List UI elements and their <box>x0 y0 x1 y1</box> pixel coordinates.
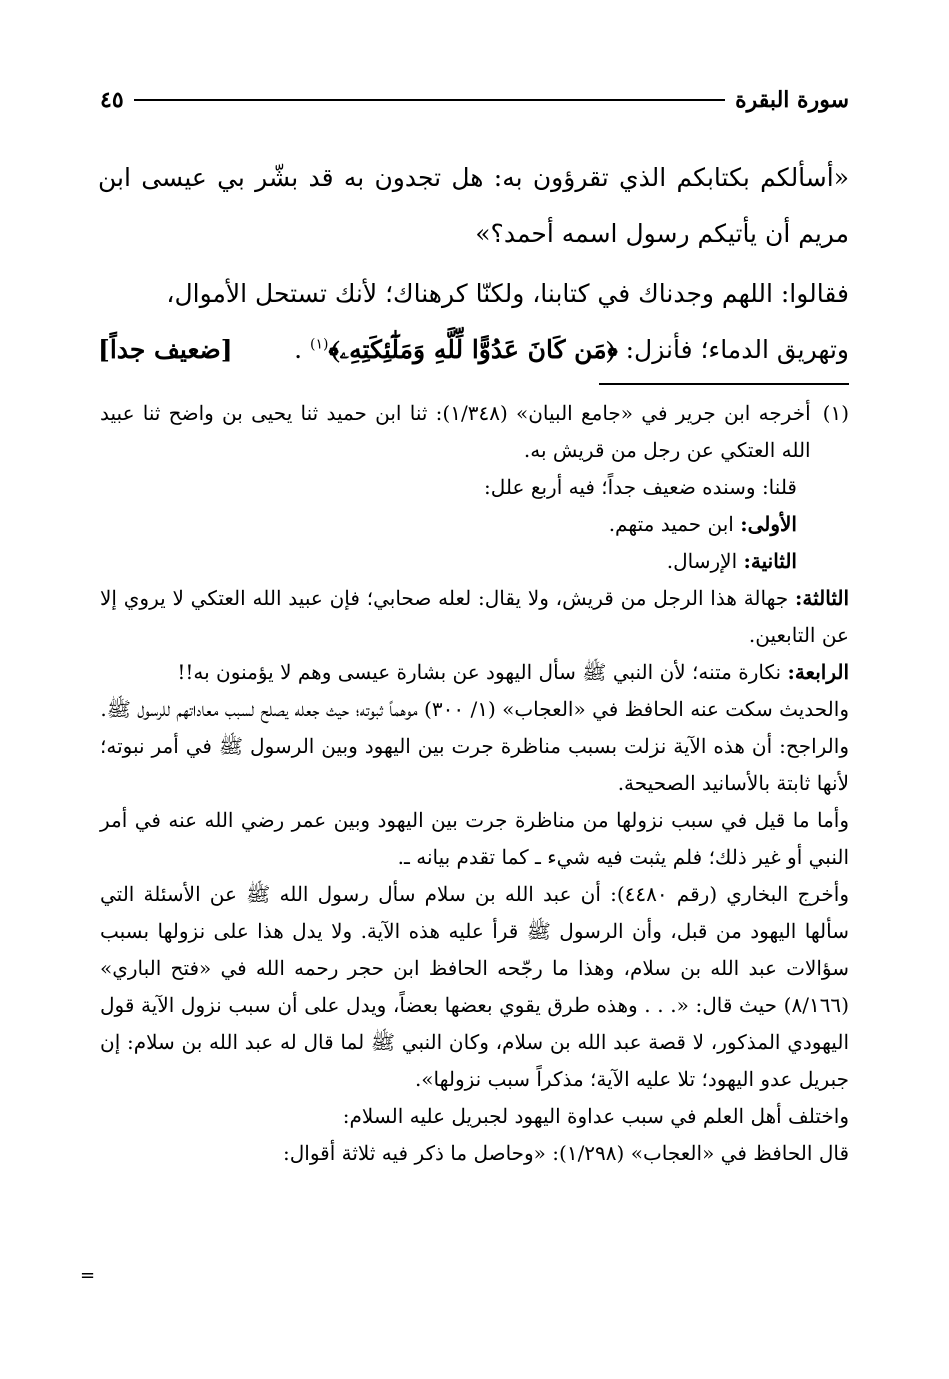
footnote-qulna: قلنا: وسنده ضعيف جداً؛ فيه أربع علل: <box>484 475 797 499</box>
verse-intro: وتهريق الدماء؛ فأنزل: <box>617 335 849 364</box>
footnote-number: (١) <box>822 401 849 425</box>
footnote-rajih-paragraph: والراجح: أن هذه الآية نزلت بسبب مناظرة جرت بين اليهود وبين الرسول ﷺ في أمر نبوته؛ لأنها ثابتة بالأسانيد الصحيحة. <box>100 734 849 795</box>
footnote-hadith-paragraph: والحديث سكت عنه الحافظ في «العجاب» (١/ ٣٠٠) موهماً ثبوته؛ حيث جعله يصلح لسبب معاداتهم للرسول ﷺ. <box>100 697 849 721</box>
footnote-bukhari-paragraph: وأخرج البخاري (رقم ٤٤٨٠): أن عبد الله بن سلام سأل رسول الله ﷺ عن الأسئلة التي سألها اليهود من قبل، وأن الرسول ﷺ قرأ عليه هذه الآية. ولا يدل هذا على نزولها بسبب سؤالات عبد الله بن سلام، وهذا ما رجّحه الحافظ ابن حجر رحمه الله في «فتح الباري» (٨/١٦٦) حيث قال: «. . . وهذه طرق يقوي بعضها بعضاً، ويدل على أن سبب نزول الآية قول اليهودي المذكور، لا قصة عبد الله بن سلام، وكان النبي ﷺ لما قال له عبد الله بن سلام: إن جبريل عدو اليهود؛ تلا عليه الآية؛ مذكراً سبب نزولها». <box>100 882 849 1091</box>
main-paragraph-2-line-2 <box>98 322 849 378</box>
footnote-amma-paragraph: وأما ما قيل في سبب نزولها من مناظرة جرت بين اليهود وبين عمر رضي الله عنه في أمر النبي أو غير ذلك؛ فلم يثبت فيه شيء ـ كما تقدم بيانه ـ. <box>100 808 849 869</box>
main-paragraph-2-line-1: فقالوا: اللهم وجدناك في كتابنا، ولكنّا كرهناك؛ لأنك تستحل الأموال، <box>166 279 849 308</box>
footnote-qal-paragraph: قال الحافظ في «العجاب» (١/٢٩٨): «وحاصل ما ذكر فيه ثلاثة أقوال: <box>283 1141 849 1165</box>
header-rule <box>134 99 726 101</box>
illa-1 <box>100 506 797 543</box>
footnote-1 <box>100 395 849 469</box>
continuation-mark: = <box>80 1265 96 1286</box>
verse-period: . <box>294 335 311 364</box>
illa-2-label: الثانية: <box>743 549 797 573</box>
illa-1-text: ابن حميد متهم. <box>608 512 741 536</box>
illa-4-label: الرابعة: <box>787 660 849 684</box>
illa-4 <box>100 654 849 691</box>
page-header <box>100 80 849 120</box>
footnote-reference: (١) <box>310 336 329 353</box>
hadith-grade: [ضعيف جداً] <box>98 335 233 364</box>
main-text <box>98 150 849 378</box>
illa-3-text: جهالة هذا الرجل من قريش، ولا يقال: لعله صحابي؛ فإن عبيد الله العتكي لا يروي إلا عن التابعين. <box>100 586 849 647</box>
verse-line <box>294 322 849 378</box>
footnote-separator <box>599 383 849 385</box>
illa-3-label: الثالثة: <box>794 586 849 610</box>
illa-4-text: نكارة متنه؛ لأن النبي ﷺ سأل اليهود عن بشارة عيسى وهم لا يؤمنون به!! <box>177 660 788 684</box>
illa-3 <box>100 580 849 654</box>
surah-title: سورة البقرة <box>735 87 849 113</box>
footnote-ikhtalaf-paragraph: واختلف أهل العلم في سبب عداوة اليهود لجبريل عليه السلام: <box>342 1104 849 1128</box>
illa-2 <box>100 543 797 580</box>
footnotes <box>100 395 849 1172</box>
illa-2-text: الإرسال. <box>666 549 744 573</box>
footnote-takhrij: أخرجه ابن جرير في «جامع البيان» (١/٣٤٨): ثنا ابن حميد ثنا يحيى بن واضح ثنا عبيد الله العتكي عن رجل من قريش به. <box>100 401 811 462</box>
page-number: ٤٥ <box>100 87 124 113</box>
quran-verse: ﴿مَن كَانَ عَدُوًّا لِّلَّهِ وَمَلَٰٓئِكَتِهِۦ﴾ <box>328 335 618 364</box>
footnote-body <box>100 469 849 580</box>
main-paragraph-1: «أسألكم بكتابكم الذي تقرؤون به: هل تجدون به قد بشّر بي عيسى ابن مريم أن يأتيكم رسول اسمه أحمد؟» <box>98 163 849 248</box>
illa-1-label: الأولى: <box>740 512 797 536</box>
